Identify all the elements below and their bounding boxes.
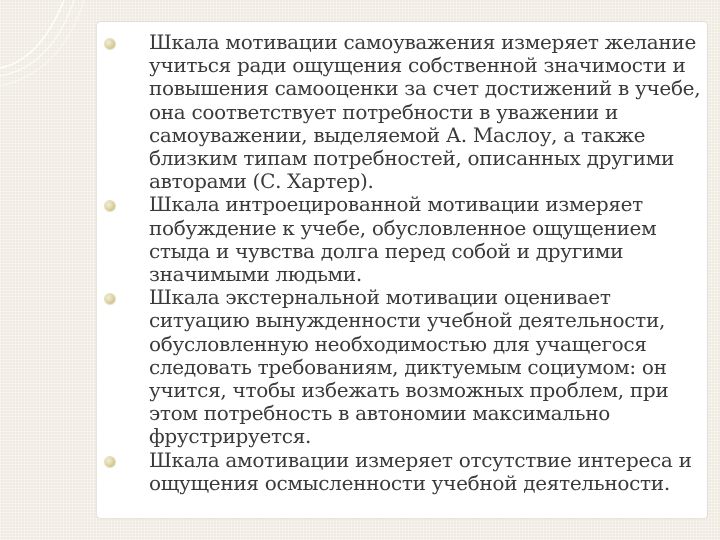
bullet-item-external-motivation <box>149 286 704 448</box>
bullet-dot-icon <box>105 294 115 304</box>
content-panel <box>97 22 707 518</box>
bullet-text: Шкала мотивации самоуважения измеряет желание учиться ради ощущения собственной значимости и повышения самооценки за счет достижений в учебе, она соответствует потребности в уважении и самоуважении, выделяемой А. Маслоу, а также близким типам потребностей, описанных другими авторами (С. Хартер). <box>149 30 701 194</box>
bullet-text: Шкала амотивации измеряет отсутствие интереса и ощущения осмысленности учебной деятельности. <box>149 447 692 495</box>
bullet-text: Шкала интроецированной мотивации измеряет побуждение к учебе, обусловленное ощущением стыда и чувства долга перед собой и другими значимыми людьми. <box>149 192 657 287</box>
corner-curves-decoration <box>0 0 110 110</box>
bullet-dot-icon <box>105 457 115 467</box>
bullet-item-amotivation <box>149 449 704 495</box>
bullet-text: Шкала экстернальной мотивации оценивает ситуацию вынужденности учебной деятельности, обусловленную необходимостью для учащегося следовать требованиям, диктуемым социумом: он учится, чтобы избежать возможных проблем, при этом потребность в автономии максимально фрустрируется. <box>149 285 669 449</box>
bullet-item-self-esteem-motivation <box>149 31 704 193</box>
bullet-dot-icon <box>105 201 115 211</box>
bullet-item-introjected-motivation <box>149 193 704 286</box>
bullet-dot-icon <box>105 39 115 49</box>
bullet-list <box>149 31 704 495</box>
